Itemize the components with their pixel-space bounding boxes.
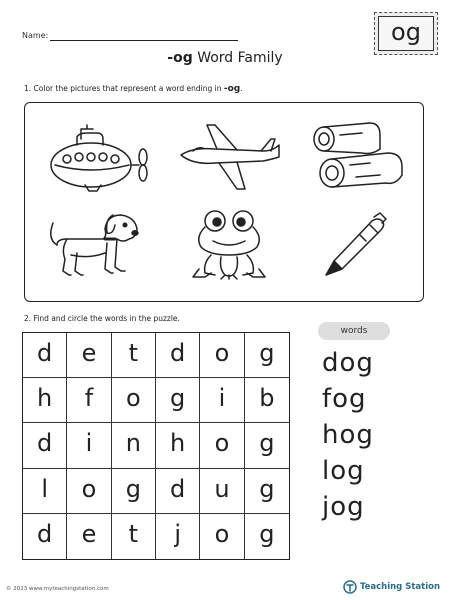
puzzle-cell[interactable]: h	[23, 378, 67, 423]
airplane-picture[interactable]	[175, 123, 285, 195]
word-bank-item: log	[322, 456, 365, 486]
puzzle-cell[interactable]: o	[200, 333, 244, 378]
word-bank-item: dog	[322, 348, 374, 378]
puzzle-cell[interactable]: o	[200, 514, 244, 559]
puzzle-cell[interactable]: g	[156, 378, 200, 423]
badge-text: og	[378, 16, 434, 51]
puzzle-cell[interactable]: d	[23, 423, 67, 468]
puzzle-cell[interactable]: i	[200, 378, 244, 423]
puzzle-cell[interactable]: n	[112, 423, 156, 468]
puzzle-cell[interactable]: o	[200, 423, 244, 468]
puzzle-cell[interactable]: e	[67, 333, 111, 378]
puzzle-cell[interactable]: d	[23, 514, 67, 559]
puzzle-cell[interactable]: f	[67, 378, 111, 423]
word-bank-item: fog	[322, 384, 367, 414]
puzzle-cell[interactable]: g	[245, 469, 289, 514]
pen-picture[interactable]	[320, 211, 390, 281]
submarine-picture[interactable]	[45, 117, 155, 195]
puzzle-cell[interactable]: g	[259, 520, 275, 549]
name-line	[50, 40, 238, 41]
page-title	[0, 50, 450, 66]
puzzle-cell[interactable]: d	[156, 333, 200, 378]
picture-frame	[24, 102, 424, 302]
title-rest: Word Family	[192, 50, 283, 66]
title-stem: -og	[167, 50, 193, 66]
puzzle-cell[interactable]: g	[245, 333, 289, 378]
puzzle-cell[interactable]: t	[112, 333, 156, 378]
puzzle-cell[interactable]: t	[112, 514, 156, 559]
puzzle-cell[interactable]: e	[67, 514, 111, 559]
copyright-text: © 2023 www.myteachingstation.com	[6, 586, 109, 592]
logs-picture[interactable]	[310, 121, 410, 197]
word-bank-item: jog	[322, 492, 365, 522]
puzzle-cell[interactable]: d	[156, 469, 200, 514]
puzzle-cell[interactable]: b	[245, 378, 289, 423]
puzzle-cell[interactable]: o	[67, 469, 111, 514]
puzzle-cell[interactable]: j	[156, 514, 200, 559]
puzzle-cell[interactable]: u	[200, 469, 244, 514]
word-bank-label: words	[318, 322, 390, 340]
step2-instruction: 2. Find and circle the words in the puzzle.	[24, 314, 180, 323]
word-search-grid	[22, 332, 290, 560]
step1-emphasis: -og	[223, 84, 241, 94]
brand-name: Teaching Station	[359, 582, 440, 592]
step1-text: 1. Color the pictures that represent a word ending in	[24, 84, 224, 93]
puzzle-cell[interactable]: d	[23, 333, 67, 378]
puzzle-cell[interactable]: l	[23, 469, 67, 514]
step1-instruction	[24, 84, 243, 94]
word-bank-list	[322, 348, 382, 528]
name-label: Name:	[22, 31, 49, 40]
brand-logo	[343, 580, 440, 594]
puzzle-cell[interactable]: g	[245, 423, 289, 468]
puzzle-cell[interactable]: i	[67, 423, 111, 468]
dog-picture[interactable]	[43, 209, 143, 281]
puzzle-cell[interactable]: o	[112, 378, 156, 423]
word-family-badge	[374, 12, 438, 55]
teaching-station-icon	[343, 580, 357, 594]
puzzle-cell[interactable]: h	[156, 423, 200, 468]
word-bank-item: hog	[322, 420, 374, 450]
frog-picture[interactable]	[185, 207, 275, 283]
puzzle-cell[interactable]: g	[112, 469, 156, 514]
step1-end: .	[240, 84, 243, 93]
